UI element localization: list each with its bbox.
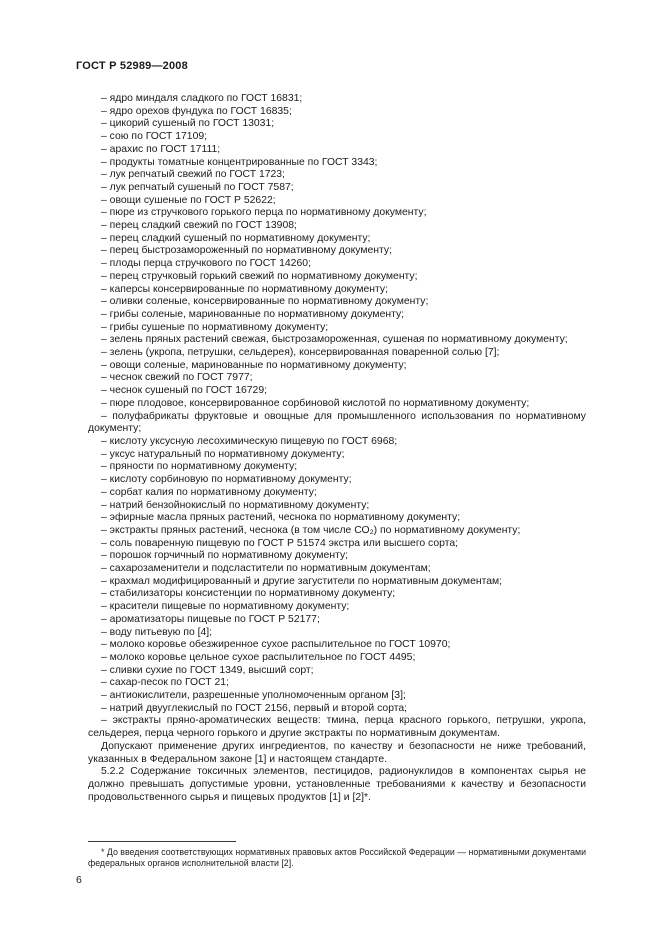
list-item: – зелень (укропа, петрушки, сельдерея), консервированная поваренной солью [7]; [101, 347, 500, 359]
list-item: – стабилизаторы консистенции по нормативному документу; [101, 588, 396, 600]
list-item: – перец быстрозамороженный по нормативному документу; [101, 245, 392, 257]
list-item: – кислоту уксусную лесохимическую пищевую по ГОСТ 6968; [101, 435, 398, 447]
list-item: – перец стручковый горький свежий по нормативному документу; [101, 270, 418, 282]
list-item: – грибы соленые, маринованные по нормативному документу; [101, 308, 405, 320]
document-number: ГОСТ Р 52989—2008 [76, 60, 188, 72]
list-item: – кислоту сорбиновую по нормативному документу; [101, 474, 352, 486]
list-item: – пюре плодовое, консервированное сорбиновой кислотой по нормативному документу; [101, 397, 530, 409]
list-item: – молоко коровье цельное сухое распылительное по ГОСТ 4495; [101, 651, 416, 663]
ingredient-list [88, 93, 586, 741]
list-item: – пряности по нормативному документу; [101, 461, 298, 473]
list-item: – ядро орехов фундука по ГОСТ 16835; [101, 105, 292, 117]
list-item: – антиокислители, разрешенные уполномоченным органом [3]; [101, 690, 406, 702]
list-item: – лук репчатый сушеный по ГОСТ 7587; [101, 181, 294, 193]
list-item: – перец сладкий сушеный по нормативному документу; [101, 232, 371, 244]
page-number: 6 [76, 874, 82, 886]
document-body [88, 93, 586, 804]
list-item: – арахис по ГОСТ 17111; [101, 143, 221, 155]
list-item: – сою по ГОСТ 17109; [101, 131, 208, 143]
list-item: – экстракты пряно-ароматических веществ: тмина, перца красного горького, петрушки, укропа, сельдерея, перца черного горького и другие экстракты по нормативным документам. [88, 715, 586, 740]
body-paragraphs [88, 741, 586, 805]
footnote-separator [88, 841, 236, 842]
list-item: – уксус натуральный по нормативному документу; [101, 448, 345, 460]
list-item: – полуфабрикаты фруктовые и овощные для промышленного использования по нормативному документу; [88, 410, 586, 435]
list-item: – натрий бензойнокислый по нормативному документу; [101, 499, 370, 511]
list-item: – красители пищевые по нормативному документу; [101, 601, 350, 613]
list-item: – молоко коровье обезжиренное сухое распылительное по ГОСТ 10970; [101, 639, 451, 651]
list-item: – сливки сухие по ГОСТ 1349, высший сорт; [101, 664, 314, 676]
list-item: – лук репчатый свежий по ГОСТ 1723; [101, 169, 285, 181]
list-item: – порошок горчичный по нормативному документу; [101, 550, 349, 562]
list-item: – цикорий сушеный по ГОСТ 13031; [101, 118, 275, 130]
list-item: – эфирные масла пряных растений, чеснока по нормативному документу; [101, 512, 461, 524]
list-item: – продукты томатные концентрированные по ГОСТ 3343; [101, 156, 378, 168]
paragraph: Допускают применение других ингредиентов, по качеству и безопасности не ниже требований, указанных в Федеральном законе [1] и настоящем стандарте. [88, 740, 586, 765]
list-item: – ароматизаторы пищевые по ГОСТ Р 52177; [101, 613, 320, 625]
list-item: – каперсы консервированные по нормативному документу; [101, 283, 388, 295]
list-item: – крахмал модифицированный и другие загустители по нормативным документам; [101, 575, 503, 587]
list-item: – чеснок сушеный по ГОСТ 16729; [101, 385, 267, 397]
list-item: – овощи соленые, маринованные по нормативному документу; [101, 359, 407, 371]
footnote-area [88, 841, 586, 869]
footnote-text: * До введения соответствующих нормативных правовых актов Российской Федерации — нормативными документами федеральных органов исполнительной власти [2]. [88, 847, 586, 868]
paragraph: 5.2.2 Содержание токсичных элементов, пестицидов, радионуклидов в компонентах сырья не должно превышать допустимые уровни, установленные требованиями к качеству и безопасности продовольственного сырья и пищевых продуктов [1] и [2]*. [88, 766, 586, 803]
list-item: – натрий двууглекислый по ГОСТ 2156, первый и второй сорта; [101, 702, 408, 714]
list-item: – овощи сушеные по ГОСТ Р 52622; [101, 194, 276, 206]
list-item: – сорбат калия по нормативному документу; [101, 486, 317, 498]
list-item: – зелень пряных растений свежая, быстрозамороженная, сушеная по нормативному документу; [101, 334, 568, 346]
list-item: – воду питьевую по [4]; [101, 626, 213, 638]
list-item: – соль поваренную пищевую по ГОСТ Р 51574 экстра или высшего сорта; [101, 537, 458, 549]
list-item: – грибы сушеные по нормативному документу; [101, 321, 329, 333]
list-item: – сахарозаменители и подсластители по нормативным документам; [101, 563, 431, 575]
list-item: – пюре из стручкового горького перца по нормативному документу; [101, 207, 427, 219]
list-item: – экстракты пряных растений, чеснока (в том числе СО₂) по нормативному документу; [101, 524, 521, 536]
list-item: – перец сладкий свежий по ГОСТ 13908; [101, 220, 297, 232]
footnote [88, 847, 586, 869]
list-item: – чеснок свежий по ГОСТ 7977; [101, 372, 253, 384]
list-item: – ядро миндаля сладкого по ГОСТ 16831; [101, 93, 303, 104]
list-item: – плоды перца стручкового по ГОСТ 14260; [101, 258, 311, 270]
list-item: – сахар-песок по ГОСТ 21; [101, 677, 229, 689]
list-item: – оливки соленые, консервированные по нормативному документу; [101, 296, 429, 308]
